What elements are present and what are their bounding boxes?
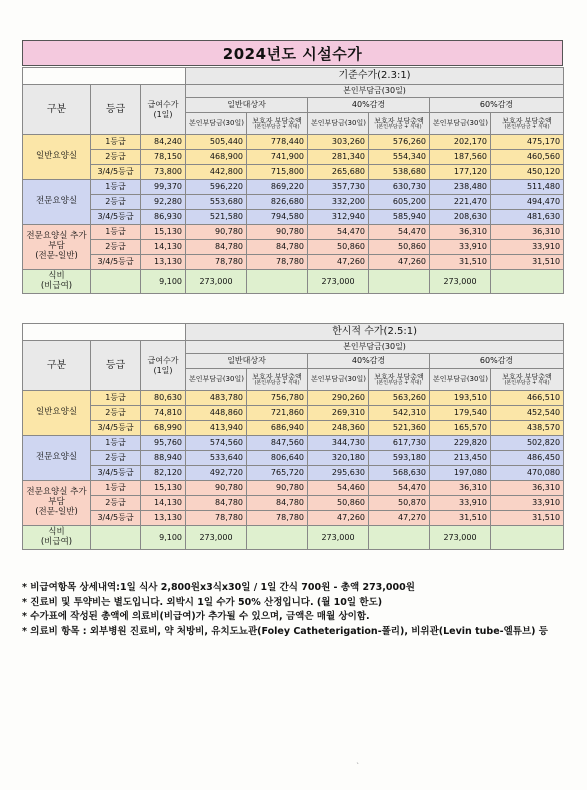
s-self-cell: 187,560 <box>430 150 491 165</box>
s-total-cell: 438,570 <box>491 421 564 436</box>
f-total-cell: 54,470 <box>369 225 430 240</box>
grade-cell: 2등급 <box>91 150 141 165</box>
n-total-cell: 741,900 <box>247 150 308 165</box>
scan-mark: ` <box>356 762 360 771</box>
meal-empty-cell <box>369 526 430 550</box>
header-blank <box>23 324 186 341</box>
col-guardian-line2: (본인부담금 + 식대) <box>254 123 300 130</box>
grade-cell: 3/4/5등급 <box>91 466 141 481</box>
s-self-cell: 179,540 <box>430 406 491 421</box>
s-total-cell: 475,170 <box>491 135 564 150</box>
f-self-cell: 303,260 <box>308 135 369 150</box>
pay-cell: 82,120 <box>141 466 186 481</box>
s-self-cell: 31,510 <box>430 255 491 270</box>
meal-reduce40-cell: 273,000 <box>308 526 369 550</box>
col-guardian-total-header <box>491 369 564 391</box>
n-total-cell: 778,440 <box>247 135 308 150</box>
meal-empty-cell <box>369 270 430 294</box>
grade-cell: 3/4/5등급 <box>91 421 141 436</box>
pay-header-line2: (1일) <box>153 365 173 375</box>
s-total-cell: 486,450 <box>491 451 564 466</box>
header-blank <box>23 68 186 85</box>
note-extra-cost: * 수가표에 작성된 총액에 의료비(비급여)가 추가될 수 있으며, 금액은 매월 상이함. <box>22 611 370 622</box>
col-self-pay-header: 본인부담금(30일) <box>186 369 247 391</box>
col-guardian-total-header <box>369 369 430 391</box>
col-guardian-line1: 보호자 부담총액 <box>252 372 302 381</box>
n-total-cell: 84,780 <box>247 240 308 255</box>
n-self-cell: 78,780 <box>186 511 247 526</box>
n-total-cell: 794,580 <box>247 210 308 225</box>
s-total-cell: 452,540 <box>491 406 564 421</box>
s-self-cell: 36,310 <box>430 225 491 240</box>
col-guardian-total-header <box>247 113 308 135</box>
table-row <box>23 406 564 421</box>
n-self-cell: 84,780 <box>186 240 247 255</box>
table-row <box>23 451 564 466</box>
table-row <box>23 165 564 180</box>
grade-header: 등급 <box>91 85 141 135</box>
meal-empty-cell <box>491 526 564 550</box>
f-self-cell: 357,730 <box>308 180 369 195</box>
self-pay-header: 본인부담금(30일) <box>186 341 564 354</box>
s-total-cell: 450,120 <box>491 165 564 180</box>
table-row <box>23 150 564 165</box>
meal-row <box>23 270 564 294</box>
n-total-cell: 84,780 <box>247 496 308 511</box>
pay-cell: 15,130 <box>141 481 186 496</box>
meal-grade-cell <box>91 526 141 550</box>
col-guardian-line2: (본인부담금 + 식대) <box>254 379 300 386</box>
pay-header-line2: (1일) <box>153 109 173 119</box>
f-total-cell: 568,630 <box>369 466 430 481</box>
f-self-cell: 50,860 <box>308 496 369 511</box>
category-cell <box>23 436 91 481</box>
grade-cell: 2등급 <box>91 496 141 511</box>
f-total-cell: 542,310 <box>369 406 430 421</box>
fee-table-standard <box>22 67 564 294</box>
s-self-cell: 36,310 <box>430 481 491 496</box>
n-self-cell: 90,780 <box>186 481 247 496</box>
s-total-cell: 31,510 <box>491 255 564 270</box>
n-total-cell: 765,720 <box>247 466 308 481</box>
f-self-cell: 295,630 <box>308 466 369 481</box>
col-guardian-line2: (본인부담금 + 식대) <box>504 123 550 130</box>
f-total-cell: 593,180 <box>369 451 430 466</box>
n-self-cell: 533,640 <box>186 451 247 466</box>
pay-header <box>141 85 186 135</box>
meal-reduce60-cell: 273,000 <box>430 270 491 294</box>
f-self-cell: 54,460 <box>308 481 369 496</box>
n-total-cell: 806,640 <box>247 451 308 466</box>
n-self-cell: 448,860 <box>186 406 247 421</box>
table-row <box>23 421 564 436</box>
n-total-cell: 721,860 <box>247 406 308 421</box>
col-guardian-total-header <box>491 113 564 135</box>
s-total-cell: 36,310 <box>491 225 564 240</box>
s-total-cell: 502,820 <box>491 436 564 451</box>
s-total-cell: 466,510 <box>491 391 564 406</box>
normal-header: 일반대상자 <box>186 98 308 113</box>
f-total-cell: 54,470 <box>369 481 430 496</box>
n-self-cell: 492,720 <box>186 466 247 481</box>
table-row <box>23 180 564 195</box>
table-row <box>23 496 564 511</box>
n-self-cell: 553,680 <box>186 195 247 210</box>
page-title: 2024년도 시설수가 <box>22 40 563 66</box>
note-treatment: * 진료비 및 투약비는 별도입니다. 외박시 1일 수가 50% 산정입니다. (월 10일 한도) <box>22 596 383 608</box>
grade-header: 등급 <box>91 341 141 391</box>
f-total-cell: 50,870 <box>369 496 430 511</box>
note-meal: * 비급여항목 상세내역:1일 식사 2,800원x3식x30일 / 1일 간식 700원 - 총액 273,000원 <box>22 582 415 593</box>
table-row <box>23 210 564 225</box>
self-pay-header: 본인부담금(30일) <box>186 85 564 98</box>
meal-category-cell <box>23 270 91 294</box>
n-self-cell: 413,940 <box>186 421 247 436</box>
col-guardian-line1: 보호자 부담총액 <box>502 116 552 125</box>
s-self-cell: 177,120 <box>430 165 491 180</box>
col-guardian-line1: 보호자 부담총액 <box>252 116 302 125</box>
n-total-cell: 756,780 <box>247 391 308 406</box>
n-self-cell: 84,780 <box>186 496 247 511</box>
f-total-cell: 47,270 <box>369 511 430 526</box>
s-total-cell: 33,910 <box>491 496 564 511</box>
s-self-cell: 229,820 <box>430 436 491 451</box>
meal-row <box>23 526 564 550</box>
s-total-cell: 33,910 <box>491 240 564 255</box>
category-name-line: 전문요양실 추가부담 <box>26 231 87 252</box>
grade-cell: 1등급 <box>91 436 141 451</box>
meal-empty-cell <box>491 270 564 294</box>
s-self-cell: 221,470 <box>430 195 491 210</box>
meal-pay-cell: 9,100 <box>141 526 186 550</box>
pay-cell: 95,760 <box>141 436 186 451</box>
f-self-cell: 320,180 <box>308 451 369 466</box>
grade-cell: 2등급 <box>91 240 141 255</box>
n-self-cell: 574,560 <box>186 436 247 451</box>
category-cell <box>23 391 91 436</box>
category-cell <box>23 180 91 225</box>
n-total-cell: 826,680 <box>247 195 308 210</box>
f-self-cell: 50,860 <box>308 240 369 255</box>
n-total-cell: 715,800 <box>247 165 308 180</box>
meal-name-line: (비급여) <box>40 536 73 547</box>
s-total-cell: 511,480 <box>491 180 564 195</box>
col-self-pay-header: 본인부담금(30일) <box>308 369 369 391</box>
normal-header: 일반대상자 <box>186 354 308 369</box>
grade-cell: 2등급 <box>91 451 141 466</box>
meal-category-cell <box>23 526 91 550</box>
category-cell <box>23 135 91 180</box>
f-self-cell: 290,260 <box>308 391 369 406</box>
meal-pay-cell: 9,100 <box>141 270 186 294</box>
table-row <box>23 135 564 150</box>
f-total-cell: 47,260 <box>369 255 430 270</box>
table-header: 한시적 수가(2.5:1) <box>186 324 564 341</box>
col-self-pay-header: 본인부담금(30일) <box>430 369 491 391</box>
pay-cell: 92,280 <box>141 195 186 210</box>
f-total-cell: 585,940 <box>369 210 430 225</box>
grade-cell: 3/4/5등급 <box>91 165 141 180</box>
f-total-cell: 605,200 <box>369 195 430 210</box>
col-self-pay-header: 본인부담금(30일) <box>186 113 247 135</box>
meal-name-line: 식비 <box>48 526 65 537</box>
pay-header <box>141 341 186 391</box>
grade-cell: 2등급 <box>91 195 141 210</box>
col-guardian-line1: 보호자 부담총액 <box>502 372 552 381</box>
grade-cell: 2등급 <box>91 406 141 421</box>
col-guardian-total-header <box>247 369 308 391</box>
f-total-cell: 521,360 <box>369 421 430 436</box>
f-total-cell: 617,730 <box>369 436 430 451</box>
n-total-cell: 90,780 <box>247 225 308 240</box>
category-header: 구분 <box>23 341 91 391</box>
category-cell <box>23 225 91 270</box>
s-self-cell: 238,480 <box>430 180 491 195</box>
f-total-cell: 576,260 <box>369 135 430 150</box>
meal-name-line: (비급여) <box>40 280 73 291</box>
pay-cell: 13,130 <box>141 511 186 526</box>
table-row <box>23 511 564 526</box>
n-total-cell: 686,940 <box>247 421 308 436</box>
f-self-cell: 47,260 <box>308 511 369 526</box>
fee-table-temporary <box>22 323 564 550</box>
s-self-cell: 202,170 <box>430 135 491 150</box>
s-self-cell: 193,510 <box>430 391 491 406</box>
n-total-cell: 869,220 <box>247 180 308 195</box>
n-self-cell: 442,800 <box>186 165 247 180</box>
pay-header-line1: 급여수가 <box>147 356 179 366</box>
meal-empty-cell <box>247 270 308 294</box>
category-header: 구분 <box>23 85 91 135</box>
table-row <box>23 255 564 270</box>
category-name-line: 전문요양실 추가부담 <box>26 487 87 508</box>
category-name-line: (전문-일반) <box>35 506 78 517</box>
s-self-cell: 33,910 <box>430 240 491 255</box>
s-total-cell: 460,560 <box>491 150 564 165</box>
col-self-pay-header: 본인부담금(30일) <box>430 113 491 135</box>
f-self-cell: 281,340 <box>308 150 369 165</box>
f-total-cell: 50,860 <box>369 240 430 255</box>
meal-reduce40-cell: 273,000 <box>308 270 369 294</box>
table-row <box>23 240 564 255</box>
f-self-cell: 265,680 <box>308 165 369 180</box>
table-row <box>23 466 564 481</box>
pay-cell: 68,990 <box>141 421 186 436</box>
table-row <box>23 481 564 496</box>
pay-header-line1: 급여수가 <box>147 100 179 110</box>
pay-cell: 14,130 <box>141 496 186 511</box>
pay-cell: 15,130 <box>141 225 186 240</box>
s-total-cell: 36,310 <box>491 481 564 496</box>
pay-cell: 80,630 <box>141 391 186 406</box>
grade-cell: 1등급 <box>91 225 141 240</box>
n-self-cell: 483,780 <box>186 391 247 406</box>
f-self-cell: 312,940 <box>308 210 369 225</box>
category-name-line: (전문-일반) <box>35 250 78 261</box>
category-name-line: 일반요양실 <box>35 151 78 162</box>
s-self-cell: 197,080 <box>430 466 491 481</box>
pay-cell: 73,800 <box>141 165 186 180</box>
n-total-cell: 78,780 <box>247 255 308 270</box>
reduce40-header: 40%감경 <box>308 98 430 113</box>
pay-cell: 13,130 <box>141 255 186 270</box>
f-self-cell: 47,260 <box>308 255 369 270</box>
f-self-cell: 269,310 <box>308 406 369 421</box>
n-self-cell: 521,580 <box>186 210 247 225</box>
s-total-cell: 481,630 <box>491 210 564 225</box>
col-guardian-total-header <box>369 113 430 135</box>
table-row <box>23 391 564 406</box>
table-row <box>23 225 564 240</box>
grade-cell: 3/4/5등급 <box>91 255 141 270</box>
meal-empty-cell <box>247 526 308 550</box>
grade-cell: 1등급 <box>91 391 141 406</box>
note-medical-items: * 의료비 항목 : 외부병원 진료비, 약 처방비, 유치도뇨관(Foley Catheterigation-폴리), 비위관(Levin tube-엘튜브) 등 <box>22 625 548 637</box>
category-name-line: 전문요양실 <box>35 452 78 463</box>
s-self-cell: 165,570 <box>430 421 491 436</box>
n-self-cell: 78,780 <box>186 255 247 270</box>
table-row <box>23 436 564 451</box>
f-self-cell: 332,200 <box>308 195 369 210</box>
col-self-pay-header: 본인부담금(30일) <box>308 113 369 135</box>
n-self-cell: 468,900 <box>186 150 247 165</box>
meal-reduce60-cell: 273,000 <box>430 526 491 550</box>
table-row <box>23 195 564 210</box>
meal-normal-cell: 273,000 <box>186 526 247 550</box>
col-guardian-line2: (본인부담금 + 식대) <box>376 123 422 130</box>
reduce40-header: 40%감경 <box>308 354 430 369</box>
notes <box>22 581 567 639</box>
f-total-cell: 538,680 <box>369 165 430 180</box>
col-guardian-line1: 보호자 부담총액 <box>374 116 424 125</box>
meal-grade-cell <box>91 270 141 294</box>
table-header: 기준수가(2.3:1) <box>186 68 564 85</box>
f-self-cell: 344,730 <box>308 436 369 451</box>
category-cell <box>23 481 91 526</box>
col-guardian-line2: (본인부담금 + 식대) <box>376 379 422 386</box>
reduce60-header: 60%감경 <box>430 98 564 113</box>
col-guardian-line1: 보호자 부담총액 <box>374 372 424 381</box>
grade-cell: 1등급 <box>91 180 141 195</box>
f-total-cell: 563,260 <box>369 391 430 406</box>
n-total-cell: 90,780 <box>247 481 308 496</box>
s-total-cell: 470,080 <box>491 466 564 481</box>
pay-cell: 88,940 <box>141 451 186 466</box>
pay-cell: 78,150 <box>141 150 186 165</box>
n-total-cell: 847,560 <box>247 436 308 451</box>
col-guardian-line2: (본인부담금 + 식대) <box>504 379 550 386</box>
f-self-cell: 54,470 <box>308 225 369 240</box>
n-total-cell: 78,780 <box>247 511 308 526</box>
grade-cell: 3/4/5등급 <box>91 511 141 526</box>
n-self-cell: 90,780 <box>186 225 247 240</box>
s-self-cell: 33,910 <box>430 496 491 511</box>
grade-cell: 3/4/5등급 <box>91 210 141 225</box>
pay-cell: 74,810 <box>141 406 186 421</box>
s-total-cell: 494,470 <box>491 195 564 210</box>
n-self-cell: 505,440 <box>186 135 247 150</box>
category-name-line: 일반요양실 <box>35 407 78 418</box>
s-self-cell: 31,510 <box>430 511 491 526</box>
f-total-cell: 630,730 <box>369 180 430 195</box>
pay-cell: 99,370 <box>141 180 186 195</box>
meal-normal-cell: 273,000 <box>186 270 247 294</box>
f-self-cell: 248,360 <box>308 421 369 436</box>
s-self-cell: 208,630 <box>430 210 491 225</box>
pay-cell: 86,930 <box>141 210 186 225</box>
n-self-cell: 596,220 <box>186 180 247 195</box>
s-total-cell: 31,510 <box>491 511 564 526</box>
f-total-cell: 554,340 <box>369 150 430 165</box>
pay-cell: 14,130 <box>141 240 186 255</box>
grade-cell: 1등급 <box>91 481 141 496</box>
meal-name-line: 식비 <box>48 270 65 281</box>
pay-cell: 84,240 <box>141 135 186 150</box>
category-name-line: 전문요양실 <box>35 196 78 207</box>
reduce60-header: 60%감경 <box>430 354 564 369</box>
s-self-cell: 213,450 <box>430 451 491 466</box>
grade-cell: 1등급 <box>91 135 141 150</box>
